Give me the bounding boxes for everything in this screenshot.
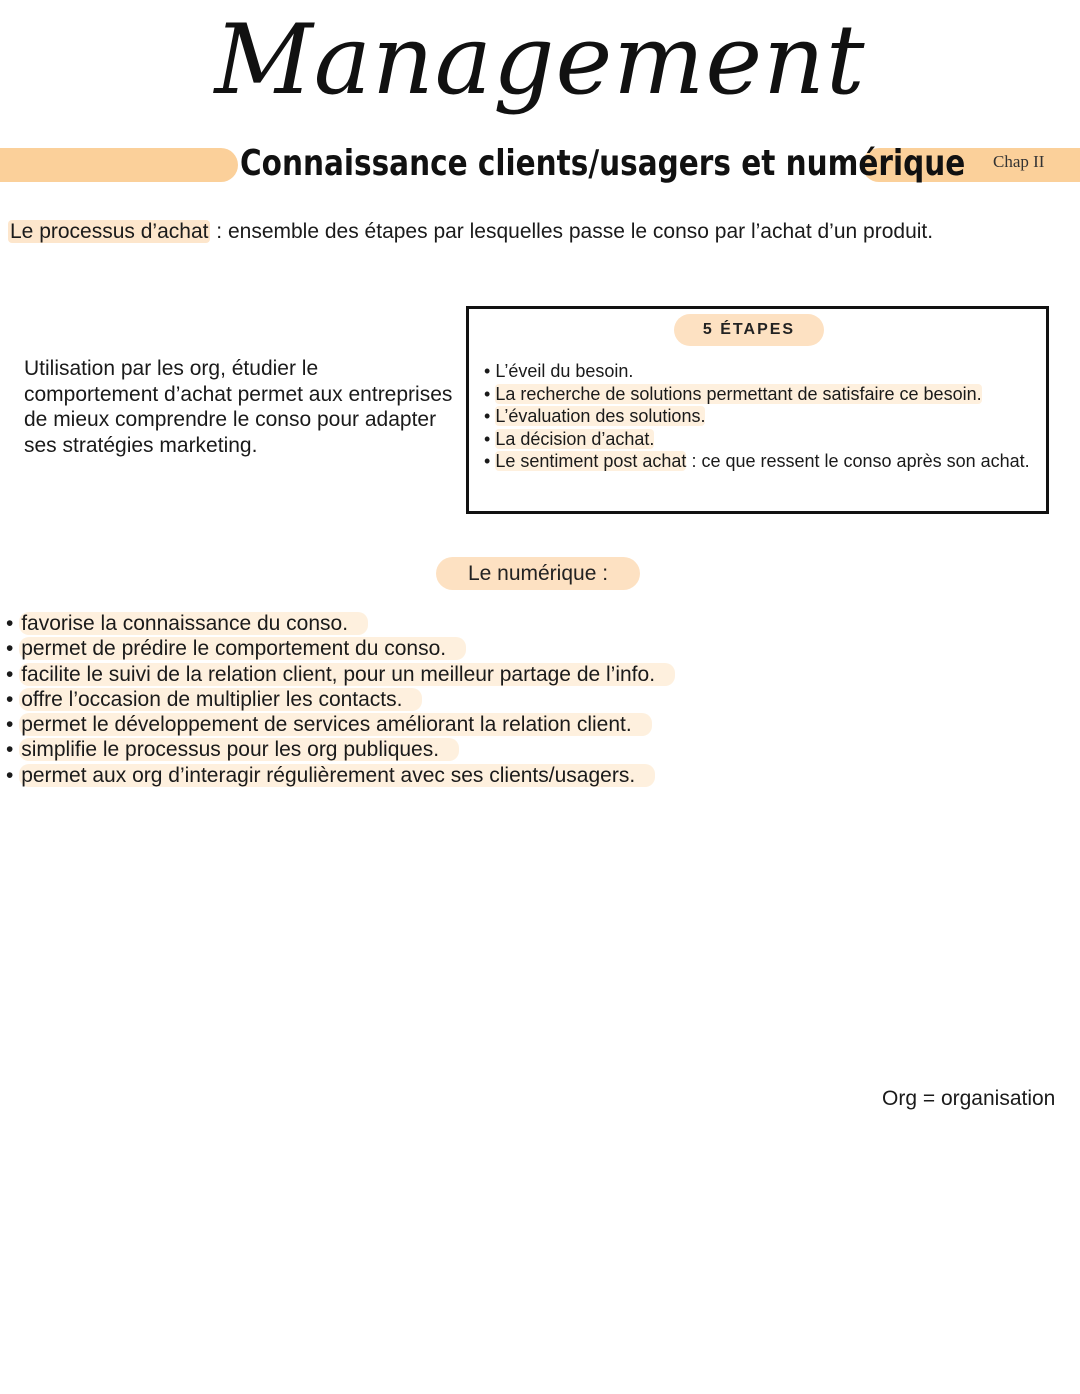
footnote: Org = organisation xyxy=(882,1087,1056,1110)
subtitle-band-left xyxy=(0,148,238,182)
list-item: • La décision d’achat. xyxy=(484,428,655,449)
list-item: • offre l’occasion de multiplier les contacts. xyxy=(6,687,675,712)
steps-list xyxy=(484,360,1044,473)
list-item: • favorise la connaissance du conso. xyxy=(6,611,675,636)
list-item: • permet de prédire le comportement du conso. xyxy=(6,636,675,661)
definition-line xyxy=(8,218,933,246)
list-item: • L’évaluation des solutions. xyxy=(484,406,706,426)
steps-heading: 5 ÉTAPES xyxy=(674,314,824,346)
list-item: • permet aux org d’interagir régulièrement avec ses clients/usagers. xyxy=(6,763,675,788)
definition-term: Le processus d’achat xyxy=(10,220,209,243)
numeric-heading: Le numérique : xyxy=(436,557,640,590)
list-item: • facilite le suivi de la relation client, pour un meilleur partage de l’info. xyxy=(6,662,675,687)
list-item: • L’éveil du besoin. xyxy=(484,361,634,381)
list-item: • permet le développement de services améliorant la relation client. xyxy=(6,712,675,737)
intro-paragraph: Utilisation par les org, étudier le comportement d’achat permet aux entreprises de mieux comprendre le conso pour adapter ses stratégies marketing. xyxy=(24,357,453,457)
numeric-list xyxy=(6,611,675,788)
list-item: • simplifie le processus pour les org publiques. xyxy=(6,737,675,762)
definition-text: : ensemble des étapes par lesquelles passe le conso par l’achat d’un produit. xyxy=(210,220,934,243)
page-title: Management xyxy=(214,4,866,116)
list-item: • Le sentiment post achat : ce que ressent le conso après son achat. xyxy=(484,451,1030,471)
chapter-label: Chap II xyxy=(993,152,1045,171)
list-item: • La recherche de solutions permettant de satisfaire ce besoin. xyxy=(484,383,982,404)
subtitle: Connaissance clients/usagers et numérique xyxy=(240,143,966,184)
